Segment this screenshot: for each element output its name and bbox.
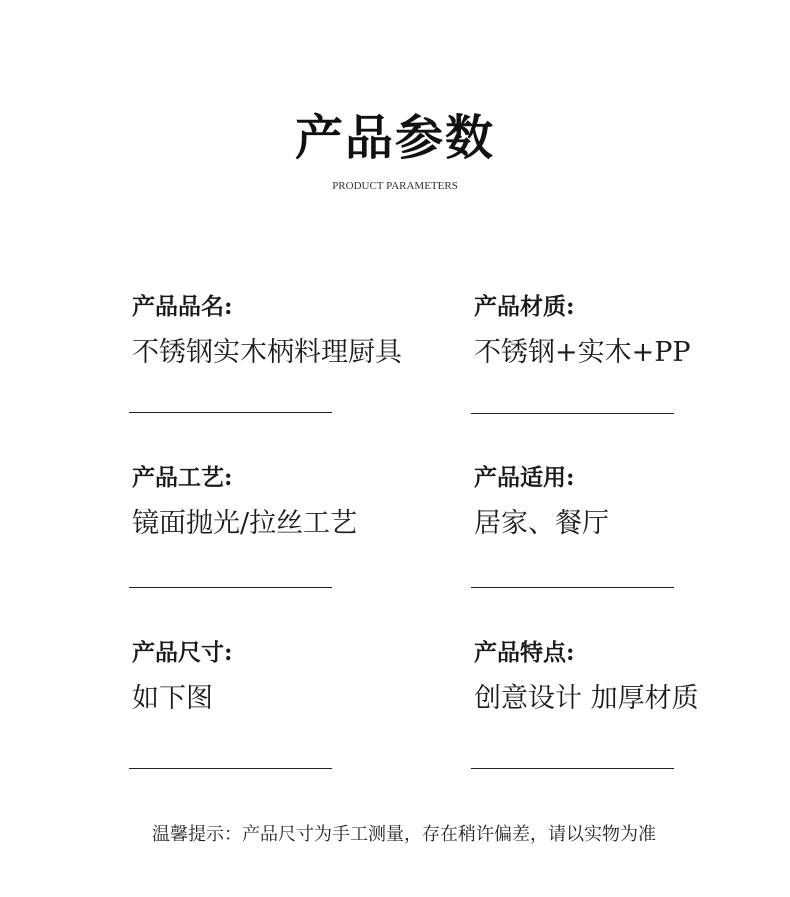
divider-line	[129, 587, 332, 588]
param-value: 不锈钢+实木+PP	[474, 337, 691, 368]
param-label: 产品特点:	[474, 639, 575, 666]
param-label: 产品工艺:	[132, 464, 233, 491]
footer-note: 温馨提示：产品尺寸为手工测量，存在稍许偏差，请以实物为准	[152, 824, 656, 845]
param-label: 产品品名:	[132, 293, 233, 320]
page-title: 产品参数	[294, 110, 495, 166]
divider-line	[129, 768, 332, 769]
page-subtitle: PRODUCT PARAMETERS	[332, 180, 458, 192]
param-value: 镜面抛光/拉丝工艺	[132, 508, 358, 539]
divider-line	[471, 587, 674, 588]
param-label: 产品材质:	[474, 293, 575, 320]
divider-line	[471, 413, 674, 414]
param-label: 产品适用:	[474, 464, 575, 491]
param-value: 创意设计 加厚材质	[474, 683, 699, 714]
param-value: 居家、餐厅	[474, 508, 609, 539]
param-value: 如下图	[132, 683, 213, 714]
param-label: 产品尺寸:	[132, 639, 233, 666]
divider-line	[471, 768, 674, 769]
divider-line	[129, 412, 332, 413]
param-value: 不锈钢实木柄料理厨具	[132, 337, 402, 368]
